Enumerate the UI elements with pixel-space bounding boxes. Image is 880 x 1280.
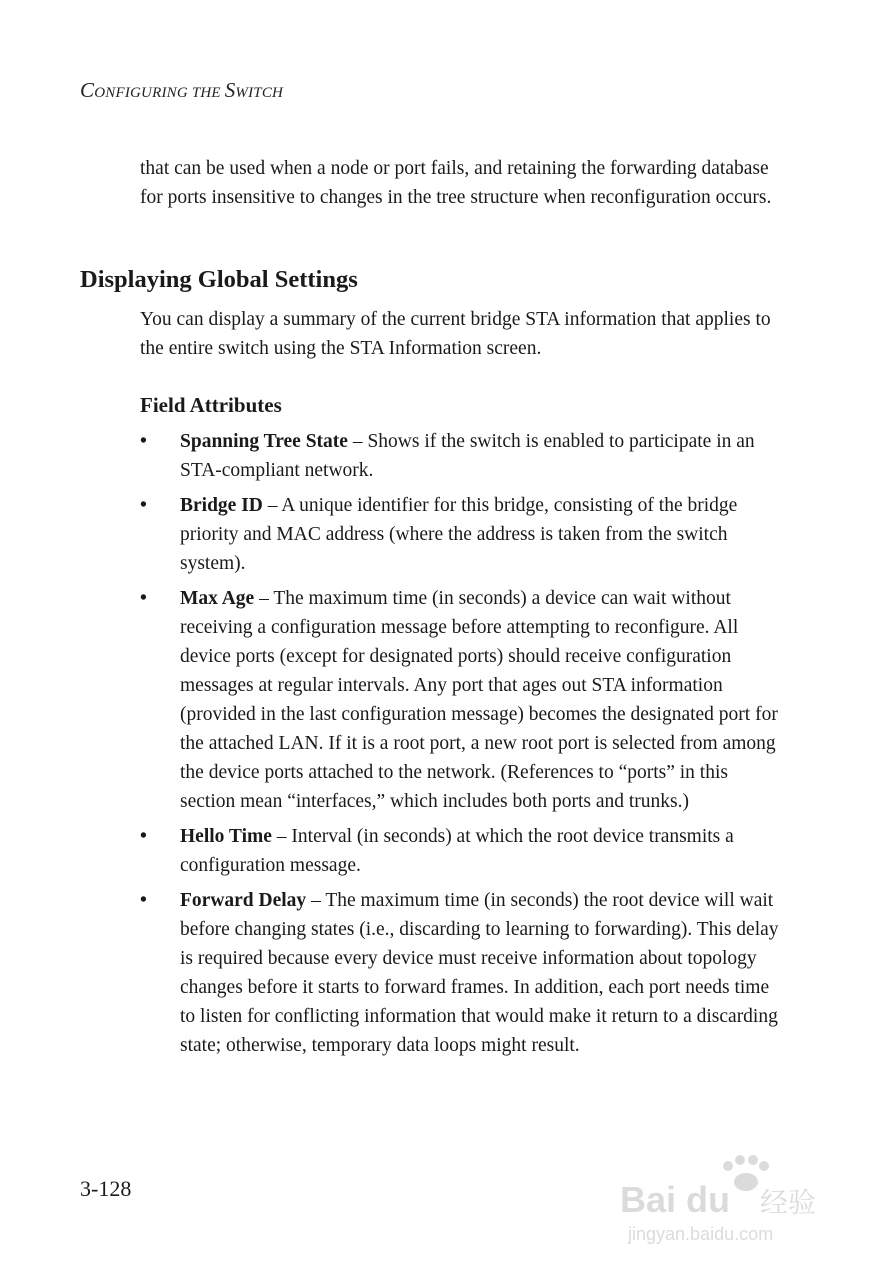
section-body: You can display a summary of the current bridge STA information that applies to the entire switch using the STA Information screen.: [140, 309, 771, 359]
list-item-bridge-id: [140, 491, 780, 578]
term: Spanning Tree State: [180, 431, 348, 452]
list-item-spanning-tree-state: [140, 427, 780, 485]
term: Bridge ID: [180, 495, 263, 516]
running-header-part-1: ONFIGURING THE: [94, 85, 225, 101]
description: – Interval (in seconds) at which the root device transmits a configuration message.: [180, 826, 734, 876]
term: Forward Delay: [180, 890, 307, 911]
bullet-icon: •: [140, 431, 147, 452]
section-title: Displaying Global Settings: [80, 266, 358, 293]
page-number: 3-128: [80, 1176, 132, 1201]
running-header-initial-c: C: [80, 78, 95, 102]
field-attributes-list: [140, 427, 780, 1066]
list-item-hello-time: [140, 822, 780, 880]
bullet-icon: •: [140, 890, 147, 911]
term: Max Age: [180, 588, 255, 609]
watermark-cn: 经验: [760, 1186, 817, 1219]
baidu-jingyan-watermark-icon: [610, 1150, 830, 1250]
bullet-icon: •: [140, 588, 147, 609]
running-header-initial-s: S: [224, 78, 236, 102]
running-header-part-2: WITCH: [235, 85, 284, 101]
list-item-max-age: [140, 584, 780, 816]
field-attributes-title: Field Attributes: [140, 393, 282, 417]
bullet-icon: •: [140, 826, 147, 847]
intro-paragraph: that can be used when a node or port fails, and retaining the forwarding database for ports insensitive to changes in the tree structure when reconfiguration occurs.: [140, 158, 772, 208]
description: – A unique identifier for this bridge, consisting of the bridge priority and MAC address (where the address is taken from the switch system).: [180, 495, 738, 574]
description: – The maximum time (in seconds) a device can wait without receiving a configuration message before attempting to reconfigure. All device ports (except for designated ports) should receive configuration messages at regular intervals. Any port that ages out STA information (provided in the last configuration message) becomes the designated port for the attached LAN. If it is a root port, a new root port is selected from among the device ports attached to the network. (References to “ports” in this section mean “interfaces,” which includes both ports and trunks.): [180, 588, 778, 812]
description: – Shows if the switch is enabled to participate in an STA-compliant network.: [180, 431, 755, 481]
term: Hello Time: [180, 826, 272, 847]
list-item-forward-delay: [140, 886, 780, 1060]
description: – The maximum time (in seconds) the root device will wait before changing states (i.e., discarding to learning to forwarding). This delay is required because every device must receive information about topology changes before it starts to forward frames. In addition, each port needs time to listen for conflicting information that would make it return to a discarding state; otherwise, temporary data loops might result.: [180, 890, 779, 1056]
watermark-brand: Bai du: [620, 1179, 731, 1220]
bullet-icon: •: [140, 495, 147, 516]
watermark-url: jingyan.baidu.com: [628, 1224, 774, 1244]
running-header: [80, 78, 283, 103]
